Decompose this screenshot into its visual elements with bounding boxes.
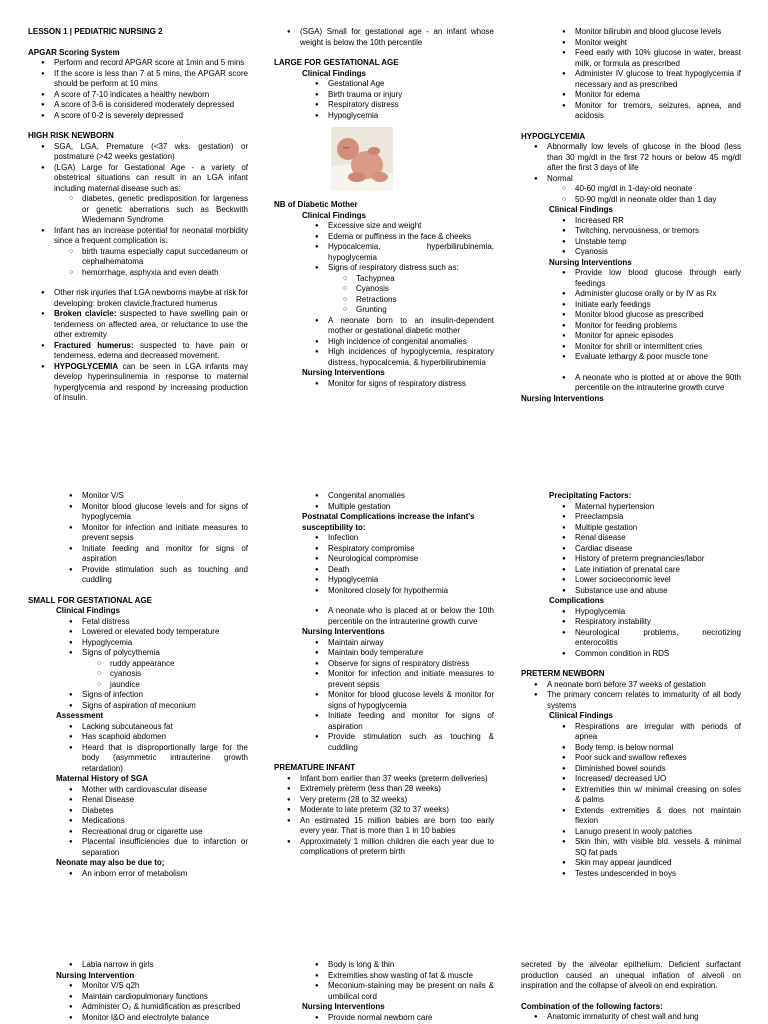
surfactant-paragraph: secreted by the alveolar epithelium. Deficient surfactant production caused an unequal inflation of alveoli on inspiration and the collapse of alveoli on end expiration.	[521, 960, 741, 990]
findings-list	[302, 960, 494, 1002]
list-item: ● Increased RR	[549, 216, 741, 227]
sub-list-item: ○ Grunting	[328, 305, 494, 316]
list-item: ● A score of 7-10 indicates a healthy newborn	[28, 90, 248, 101]
high-risk-heading: HIGH RISK NEWBORN	[28, 131, 114, 140]
list-item: ● Other risk injuries that LGA newborns maybe at risk for developing: broken clavicle,fractured humerus	[28, 288, 248, 309]
column-1-middle	[28, 491, 248, 879]
lga-section	[302, 69, 494, 192]
assessment-list	[56, 722, 248, 775]
list-item: ● Maintain cardiopulmonary functions	[56, 992, 248, 1003]
risk-injury-list	[28, 288, 248, 404]
sga-cause-continued	[302, 491, 494, 753]
neonate-cause-label: Neonate may also be due to;	[56, 858, 165, 867]
list-item: ● Skin may appear jaundiced	[549, 858, 741, 869]
list-item: ● Provide normal newborn care	[302, 1013, 494, 1024]
list-item: ● Monitor for blood glucose levels & monitor for signs of hypoglycemia	[302, 690, 494, 711]
list-item: ● Mother with cardiovascular disease	[56, 785, 248, 796]
apgar-list	[28, 58, 248, 121]
list-item: ● Monitor V/S	[56, 491, 248, 502]
sub-list-item: ○ Cyanosis	[328, 284, 494, 295]
sub-list	[54, 194, 248, 226]
sub-list-item: ○ 50-90 mg/dl in neonate older than 1 day	[547, 195, 741, 206]
preterm-details	[549, 711, 741, 879]
hypoglycemia-list	[521, 142, 741, 205]
list-item: ● Testes undescended in boys	[549, 869, 741, 880]
list-item-text: (LGA) Large for Gestational Age - a variety of obstetrical situations can result in an LGA infant including maternal disease such as:	[54, 162, 248, 193]
list-item: ● The primary concern relates to immaturity of all body systems	[521, 690, 741, 711]
list-item: ● Respiratory instability	[549, 617, 741, 628]
list-item: ● Has scaphoid abdomen	[56, 732, 248, 743]
sub-list	[328, 274, 494, 316]
list-item: ● Unstable temp	[549, 237, 741, 248]
list-item	[28, 309, 248, 341]
sga-definition-list	[302, 606, 494, 627]
clinical-findings-label: Clinical Findings	[302, 68, 367, 78]
list-item: ● Monitor for apneic episodes	[549, 331, 741, 342]
clinical-list	[549, 216, 741, 258]
clinical-findings-label: Clinical Findings	[302, 210, 367, 220]
list-item: ● Initiate feeding and monitor for signs of aspiration	[56, 544, 248, 565]
sub-list-item: ○ Retractions	[328, 295, 494, 306]
list-item: ● Respiratory distress	[302, 100, 494, 111]
list-item: ● Lowered or elevated body temperature	[56, 627, 248, 638]
list-item: ● Initiate feeding and monitor for signs of aspiration	[302, 711, 494, 732]
list-item: ● SGA, LGA, Premature (<37 wks. gestation) or postmature (>42 weeks gestation)	[28, 142, 248, 163]
list-item: ● A neonate born to an insulin-dependent mother or gestational diabetic mother	[302, 316, 494, 337]
list-item: ● Meconium-staining may be present on nails & umbilical cord	[302, 981, 494, 1002]
sub-list-item: ○ Tachypnea	[328, 274, 494, 285]
list-item: ● Labia narrow in girls	[56, 960, 248, 971]
precipitating-list	[549, 502, 741, 597]
list-item: ● Very preterm (28 to 32 weeks)	[274, 795, 494, 806]
list-item: ● Respirations are irregular with periods of apnea	[549, 722, 741, 743]
list-item-text: Infant has an increase potential for neonatal morbidity since a frequent complication is:	[54, 225, 248, 245]
list-item: ● Hypoglycemia	[549, 607, 741, 618]
list-item	[28, 362, 248, 404]
nb-findings-list	[302, 221, 494, 368]
nb-diabetic-heading: NB of Diabetic Mother	[274, 200, 358, 209]
precipitating-factors-label: Precipitating Factors:	[549, 491, 632, 500]
list-item: ● Increased/ decreased UO	[549, 774, 741, 785]
clinical-list	[549, 722, 741, 880]
list-item: ● Poor suck and swallow reflexes	[549, 753, 741, 764]
list-item: ● Common condition in RDS	[549, 649, 741, 660]
maternal-list	[56, 785, 248, 859]
list-item: ● Extremities show wasting of fat & muscle	[302, 971, 494, 982]
list-item: ● Signs of aspiration of meconium	[56, 701, 248, 712]
column-2-bottom	[274, 960, 494, 1023]
list-item: ● Fetal distress	[56, 617, 248, 628]
postmature-continued	[302, 960, 494, 1023]
list-item: ● Signs of infection	[56, 690, 248, 701]
sub-list	[82, 659, 248, 691]
list-item: ● Body temp. is below normal	[549, 743, 741, 754]
list-item: ● Maternal hypertension	[549, 502, 741, 513]
preterm-continued	[56, 960, 248, 1023]
cause-list	[302, 491, 494, 512]
column-1-bottom	[28, 960, 248, 1023]
list-item: ● Administer glucose orally or by IV as Rx	[549, 289, 741, 300]
list-item: ● Excessive size and weight	[302, 221, 494, 232]
list-item: ● Skin thin, with visible bld. vessels & minimal SQ fat pads	[549, 837, 741, 858]
list-item: ● An inborn error of metabolism	[56, 869, 248, 880]
term-label: Fractured humerus:	[54, 340, 134, 350]
list-item: ● Anatomic immaturity of chest wall and lung	[521, 1012, 741, 1023]
sub-list-item: ○ cyanosis	[82, 669, 248, 680]
column-3-top	[521, 27, 741, 404]
list-item	[28, 341, 248, 362]
column-2-middle	[274, 491, 494, 858]
list-item: ● Provide low blood glucose through early feedings	[549, 268, 741, 289]
list-item: ● Extremely preterm (less than 28 weeks)	[274, 784, 494, 795]
list-item: ● History of preterm pregnancies/labor	[549, 554, 741, 565]
nursing-list	[549, 268, 741, 363]
list-item: ● A neonate born before 37 weeks of gestation	[521, 680, 741, 691]
nursing-interventions-label: Nursing Interventions	[549, 257, 632, 267]
term-text: suspected to have pain or tenderness, edema and decreased movement.	[54, 340, 248, 360]
sub-list-item: ○ ruddy appearance	[82, 659, 248, 670]
sga-heading: SMALL FOR GESTATIONAL AGE	[28, 595, 152, 605]
list-item: ● Monitor I&O and electrolyte balance	[56, 1013, 248, 1024]
newborn-photo	[331, 127, 393, 191]
list-item: ● Congenital anomalies	[302, 491, 494, 502]
precipitating-section	[549, 491, 741, 659]
nursing-list	[56, 981, 248, 1023]
list-item: ● Preeclampsia	[549, 512, 741, 523]
list-item: ● Birth trauma or injury	[302, 90, 494, 101]
clinical-findings-label: Clinical Findings	[549, 205, 614, 214]
list-item: ● Administer IV glucose to treat hypoglycemia if necessary and as prescribed	[549, 69, 741, 90]
nursing-interventions-label: Nursing Interventions	[521, 393, 604, 403]
hypoglycemia-details	[549, 205, 741, 394]
column-2-top	[274, 27, 494, 389]
term-text: suspected to have swelling pain or tenderness on affected area, or reluctance to use the other extremity	[54, 309, 248, 339]
list-item: ● Multiple gestation	[549, 523, 741, 534]
list-item: ● Hypoglycemia	[302, 575, 494, 586]
complications-list	[549, 607, 741, 660]
list-item: ● Extends extremities & does not maintain flexion	[549, 806, 741, 827]
list-item: ● Multiple gestation	[302, 502, 494, 513]
nursing-list	[302, 638, 494, 754]
maternal-history-label: Maternal History of SGA	[56, 774, 149, 783]
list-item	[28, 226, 248, 279]
nb-diabetic-section	[302, 211, 494, 390]
nursing-interventions-label: Nursing Interventions	[302, 1002, 385, 1011]
list-item: ● Twitching, nervousness, or tremors	[549, 226, 741, 237]
high-risk-list	[28, 142, 248, 279]
list-item: ● Substance use and abuse	[549, 586, 741, 597]
preterm-heading: PRETERM NEWBORN	[521, 669, 605, 678]
list-item	[302, 263, 494, 316]
list-item: ● Monitor bilirubin and blood glucose levels	[549, 27, 741, 38]
sub-list	[547, 184, 741, 205]
neonate-list	[56, 869, 248, 880]
list-item: ● Infant born earlier than 37 weeks (preterm deliveries)	[274, 774, 494, 785]
column-1-top	[28, 27, 248, 404]
column-3-middle	[521, 491, 741, 879]
list-item: ● Neurological problems, necrotizing enterocolitis	[549, 628, 741, 649]
list-item: ● Monitor for tremors, seizures, apnea, and acidosis	[549, 101, 741, 122]
list-item: ● Monitored closely for hypothermia	[302, 586, 494, 597]
list-item: ● Monitor for signs of respiratory distress	[302, 379, 494, 390]
clinical-list	[56, 617, 248, 712]
list-item: ● A neonate who is plotted at or above the 90th percentile on the intrauterine growth curve	[549, 373, 741, 394]
list-item: ● Lanugo present in wooly patches	[549, 827, 741, 838]
list-item: ● Cardiac disease	[549, 544, 741, 555]
list-item: ● Cyanosis	[549, 247, 741, 258]
list-item: ● If the score is less than 7 at 5 mins, the APGAR score should be perform at 10 mins	[28, 69, 248, 90]
nursing-interventions-label: Nursing Interventions	[302, 627, 385, 636]
list-item: ● Death	[302, 565, 494, 576]
sub-list-item: ○ jaundice	[82, 680, 248, 691]
sub-list-item: ○ hemorrhage, asphyxia and even death	[54, 268, 248, 279]
list-item: ● A neonate who is placed at or below the 10th percentile on the intrauterine growth curve	[302, 606, 494, 627]
list-item: ● Medications	[56, 816, 248, 827]
sga-definition-list	[274, 27, 494, 48]
list-item: ● A score of 3-6 is considered moderately depressed	[28, 100, 248, 111]
list-item: ● Maintain body temperature	[302, 648, 494, 659]
list-item: ● Neurological compromise	[302, 554, 494, 565]
list-item: ● High incidence of congenital anomalies	[302, 337, 494, 348]
list-item: ● Monitor for shrill or intermittent cries	[549, 342, 741, 353]
nursing-intervention-label: Nursing Intervention	[56, 970, 135, 980]
clinical-findings-label: Clinical Findings	[56, 606, 121, 615]
list-item: ● Monitor for infection and initiate measures to prevent sepsis	[56, 523, 248, 544]
list-item: ● Moderate to late preterm (32 to 37 weeks)	[274, 805, 494, 816]
list-item: ● Body is long & thin	[302, 960, 494, 971]
combination-factors-label: Combination of the following factors:	[521, 1001, 663, 1011]
hypoglycemia-heading: HYPOGLYCEMIA	[521, 131, 586, 141]
list-item: ● Renal Disease	[56, 795, 248, 806]
term-label: Broken clavicle:	[54, 309, 117, 318]
list-item: ● Perform and record APGAR score at 1min and 5 mins	[28, 58, 248, 69]
term-text: can be seen in LGA infants may develop hyperinsulinemia in response to maternal hyperglycemia and respond by increasing production of insulin.	[54, 361, 248, 402]
list-item-text: Signs of respiratory distress such as:	[328, 263, 459, 272]
nursing-list	[302, 1013, 494, 1024]
lga-definition-list	[549, 373, 741, 394]
list-item: ● Observe for signs of respiratory distress	[302, 659, 494, 670]
preterm-list	[521, 680, 741, 712]
list-item: ● Infection	[302, 533, 494, 544]
apgar-heading: APGAR Scoring System	[28, 47, 120, 57]
list-item: ● Edema or puffiness in the face & cheeks	[302, 232, 494, 243]
list-item: ● A score of 0-2 is severely depressed	[28, 111, 248, 122]
list-item: ● Monitor for infection and initiate measures to prevent sepsis	[302, 669, 494, 690]
list-item: ● An estimated 15 million babies are born too early every year. That is more than 1 in 10 babies	[274, 816, 494, 837]
nursing-list	[56, 491, 248, 586]
list-item: ● Renal disease	[549, 533, 741, 544]
list-item: ● Approximately 1 million children die each year due to complications of preterm birth	[274, 837, 494, 858]
list-item: ● Heard that is disproportionally large for the body (asymmetric intrauterine growth retardation)	[56, 743, 248, 775]
list-item: ● Lower socioeconomic level	[549, 575, 741, 586]
sub-list-item: ○ birth trauma especially caput succedaneum or cephalhematoma	[54, 247, 248, 268]
list-item: ● Respiratory compromise	[302, 544, 494, 555]
page-title: LESSON 1 | PEDIATRIC NURSING 2	[28, 27, 163, 36]
sga-section	[56, 606, 248, 879]
list-item: ● Hypoglycemia	[56, 638, 248, 649]
clinical-findings-label: Clinical Findings	[549, 711, 614, 720]
list-item: ● Recreational drug or cigarette use	[56, 827, 248, 838]
list-item-text: Signs of polycythemia	[82, 648, 160, 657]
list-item: ● Administer O₂ & humidification as prescribed	[56, 1002, 248, 1013]
list-item: ● Hypocalcemia, hyperbilirubinemia, hypoglycemia	[302, 242, 494, 263]
list-item: ● Late initiation of prenatal care	[549, 565, 741, 576]
factors-list	[521, 1012, 741, 1023]
monitor-list	[549, 27, 741, 122]
complications-label: Complications	[549, 596, 605, 605]
premature-heading: PREMATURE INFANT	[274, 763, 356, 772]
list-item-text: Normal	[547, 173, 573, 183]
lga-findings-list	[302, 79, 494, 121]
findings-list	[56, 960, 248, 971]
list-item: ● Monitor weight	[549, 38, 741, 49]
monitor-section	[549, 27, 741, 122]
list-item: ● Extremities thin w/ minimal creasing on soles & palms	[549, 785, 741, 806]
nursing-interventions-label: Nursing Interventions	[302, 368, 385, 377]
lga-heading: LARGE FOR GESTATIONAL AGE	[274, 58, 399, 67]
list-item: ● Abnormally low levels of glucose in the blood (less than 30 mg/dl in the first 72 hours or below 45 mg/dl after the first 3 days of life	[521, 142, 741, 174]
list-item: ● (SGA) Small for gestational age - an infant whose weight is below the 10th percentile	[274, 27, 494, 48]
nursing-list	[302, 379, 494, 390]
list-item	[56, 648, 248, 690]
list-item: ● Lacking subcutaneous fat	[56, 722, 248, 733]
list-item: ● Monitor blood glucose as prescribed	[549, 310, 741, 321]
postnatal-list	[302, 533, 494, 596]
list-item: ● Monitor V/S q2h	[56, 981, 248, 992]
list-item: ● Monitor blood glucose levels and for signs of hypoglycemia	[56, 502, 248, 523]
list-item: ● Provide stimulation such as touching & cuddling	[302, 732, 494, 753]
list-item: ● Maintain airway	[302, 638, 494, 649]
list-item	[521, 174, 741, 206]
list-item: ● Feed early with 10% glucose in water, breast milk, or formula as prescribed	[549, 48, 741, 69]
list-item: ● Gestational Age	[302, 79, 494, 90]
list-item: ● Initiate early feedings	[549, 300, 741, 311]
list-item: ● Placental insufficiencies due to infarction or separation	[56, 837, 248, 858]
sub-list-item: ○ 40-60 mg/dl in 1-day-old neonate	[547, 184, 741, 195]
sub-list	[54, 247, 248, 279]
list-item: ● Evaluate lethargy & poor muscle tone	[549, 352, 741, 363]
postnatal-complications-label: Postnatal Complications increase the infant's susceptibility to:	[302, 512, 475, 532]
premature-list	[274, 774, 494, 858]
list-item: ● Diabetes	[56, 806, 248, 817]
list-item: ● Diminished bowel sounds	[549, 764, 741, 775]
list-item: ● Hypoglycemia	[302, 111, 494, 122]
list-item	[28, 163, 248, 226]
list-item: ● Monitor for edema	[549, 90, 741, 101]
sub-list-item: ○ diabetes, genetic predisposition for largeness or genetic aberrations such as Beckwith Wiedemann Syndrome	[54, 194, 248, 226]
term-label: HYPOGLYCEMIA	[54, 361, 119, 371]
assessment-label: Assessment	[56, 711, 104, 720]
list-item: ● Monitor for feeding problems	[549, 321, 741, 332]
column-3-bottom	[521, 960, 741, 1023]
list-item: ● High incidences of hypoglycemia, respiratory distress, hypocalcemia, & hyperbilirubinemia	[302, 347, 494, 368]
list-item: ● Provide stimulation such as touching and cuddling	[56, 565, 248, 586]
lga-nursing-continued	[56, 491, 248, 586]
